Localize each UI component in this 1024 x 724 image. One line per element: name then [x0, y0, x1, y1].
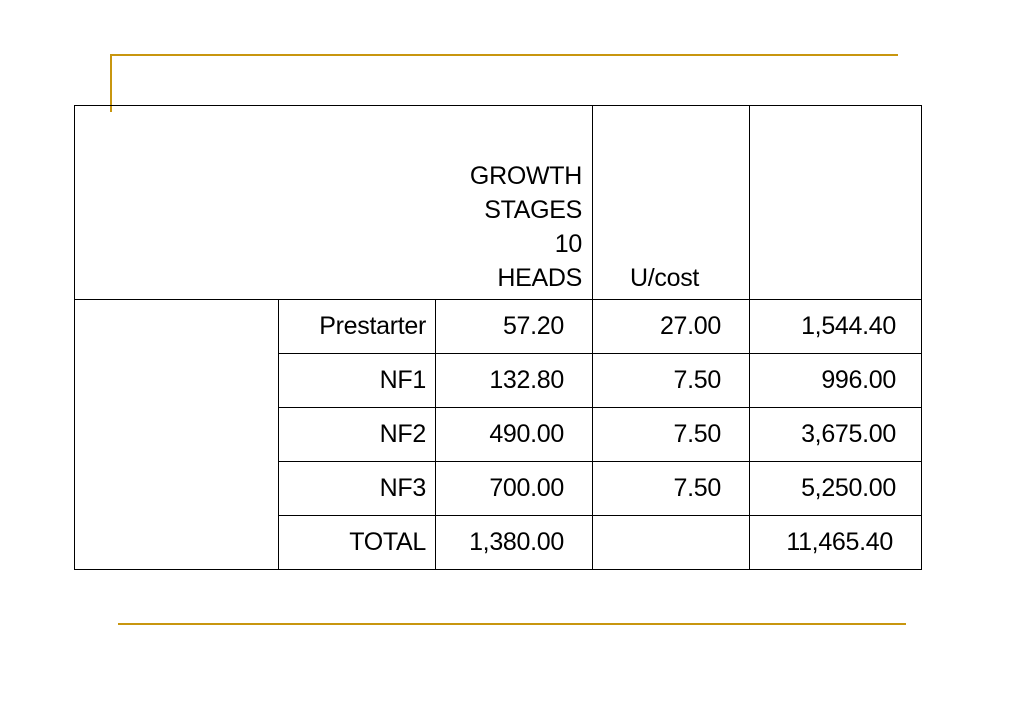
total-value: 3,675.00	[750, 408, 922, 462]
grand-total-value: 11,465.40	[750, 516, 922, 570]
heads-value: 490.00	[436, 408, 593, 462]
total-value: 1,544.40	[750, 300, 922, 354]
unit-cost-header-label: U/cost	[630, 264, 700, 292]
table-header-row	[75, 106, 922, 300]
header-heads: HEADS	[497, 264, 582, 292]
header-heads-count: 10	[554, 230, 582, 258]
heads-value: 700.00	[436, 462, 593, 516]
unit-cost-value: 7.50	[593, 354, 750, 408]
total-heads-value: 1,380.00	[436, 516, 593, 570]
unit-cost-header	[593, 106, 750, 300]
bottom-decorative-line	[118, 623, 906, 625]
unit-cost-value: 27.00	[593, 300, 750, 354]
stage-label: NF1	[279, 354, 436, 408]
blank-side-cell	[75, 300, 279, 570]
stage-label: Prestarter	[279, 300, 436, 354]
top-decorative-corner-line	[110, 54, 112, 112]
table-row	[75, 300, 922, 354]
heads-value: 132.80	[436, 354, 593, 408]
header-growth: GROWTH	[469, 162, 582, 190]
heads-value: 57.20	[436, 300, 593, 354]
feed-cost-table	[74, 105, 922, 570]
growth-stages-heads-header	[75, 106, 593, 300]
total-cost-header	[750, 106, 922, 300]
top-decorative-line	[110, 54, 898, 56]
total-unit-cost-value	[593, 516, 750, 570]
total-value: 996.00	[750, 354, 922, 408]
stage-label: NF2	[279, 408, 436, 462]
total-label: TOTAL	[279, 516, 436, 570]
stage-label: NF3	[279, 462, 436, 516]
header-stages: STAGES	[484, 196, 582, 224]
unit-cost-value: 7.50	[593, 462, 750, 516]
total-value: 5,250.00	[750, 462, 922, 516]
unit-cost-value: 7.50	[593, 408, 750, 462]
